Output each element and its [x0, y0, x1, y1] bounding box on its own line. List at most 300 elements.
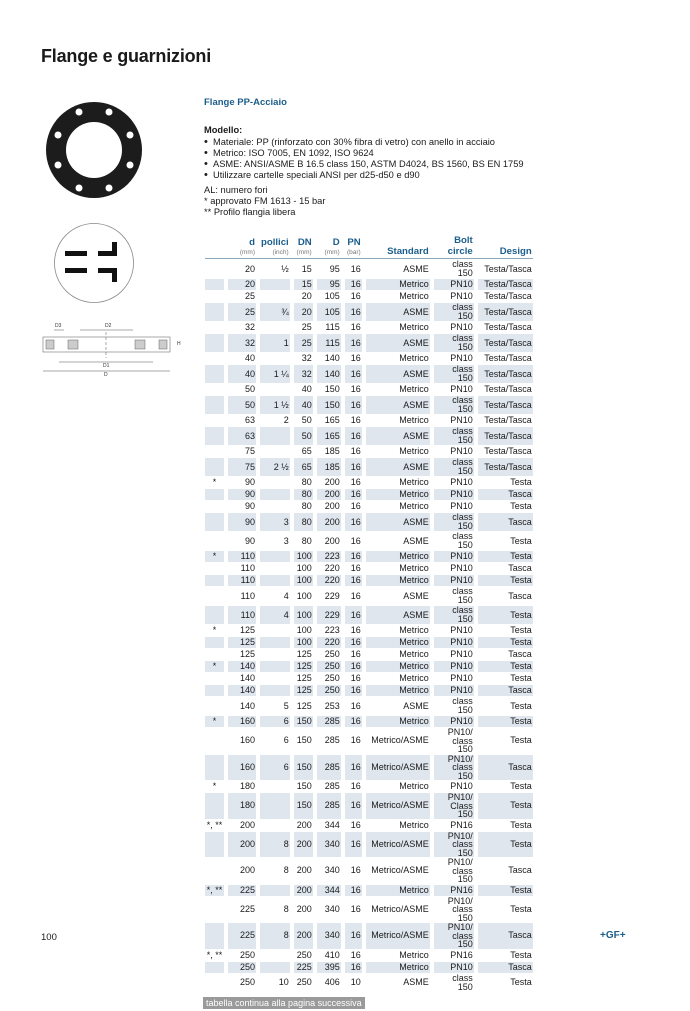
table-row: [205, 458, 533, 476]
cell-dn: 200: [294, 885, 313, 896]
table-row: [205, 820, 533, 831]
cell-pn: 16: [350, 291, 361, 301]
cell-dn: 125: [296, 700, 312, 711]
cell-dn: 80: [301, 477, 312, 487]
cell-outer-d: 229: [317, 606, 341, 624]
note-fm: * approvato FM 1613 - 15 bar: [204, 196, 326, 206]
cell-mark: [205, 279, 224, 290]
cell-pollici: [260, 322, 290, 333]
cell-outer-d: 250: [324, 649, 340, 659]
cell-bolt-circle: class 150: [452, 531, 473, 550]
cell-dn: 25: [301, 322, 312, 332]
cell-mark: [205, 858, 224, 884]
cell-pollici: 3: [283, 535, 289, 546]
cell-pn: 16: [350, 949, 361, 960]
table-row: [205, 897, 533, 923]
cell-outer-d: 95: [317, 279, 341, 290]
table-row: [205, 291, 533, 302]
page-title: Flange e guarnizioni: [41, 46, 212, 66]
cell-pn: 16: [350, 781, 361, 791]
cell-pn: 16: [345, 716, 362, 727]
cell-outer-d: 150: [324, 384, 340, 394]
cell-standard: Metrico: [399, 384, 429, 394]
cell-pollici: [260, 446, 290, 457]
cell-pollici: [260, 575, 290, 586]
cell-d: 20: [244, 263, 255, 274]
cell-dn: 200: [296, 903, 312, 914]
table-row: [205, 563, 533, 574]
table-row: [205, 489, 533, 500]
cell-standard: ASME: [366, 334, 430, 352]
table-row: [205, 858, 533, 884]
cell-standard: ASME: [366, 365, 430, 383]
cell-outer-d: 150: [317, 396, 341, 414]
cell-mark: [205, 365, 224, 383]
table-row: [205, 661, 533, 672]
table-row: [205, 606, 533, 624]
cell-pn: 16: [350, 501, 361, 511]
cell-standard: Metrico: [366, 962, 430, 973]
cell-outer-d: 165: [324, 415, 340, 425]
cell-dn: 40: [301, 384, 312, 394]
cell-design: Testa/Tasca: [484, 353, 532, 363]
cell-dn: 150: [296, 781, 312, 791]
cell-bolt-circle: PN10: [450, 384, 473, 394]
header-label: PN: [347, 237, 361, 248]
cell-bolt-circle: PN10: [450, 501, 473, 511]
cell-d: 63: [244, 415, 255, 425]
cell-bolt-circle: class 150: [434, 303, 474, 321]
flange-section-drawing: [40, 318, 190, 380]
cell-design: Testa: [510, 819, 532, 830]
cell-d: 250: [239, 977, 255, 987]
cell-pn: 16: [345, 513, 362, 531]
cell-pn: 16: [345, 551, 362, 562]
cell-pn: 16: [350, 819, 361, 830]
cell-pollici: 1: [260, 334, 290, 352]
cell-bolt-circle: PN10: [450, 322, 473, 332]
cell-standard: Metrico: [366, 661, 430, 672]
cell-standard: ASME: [366, 427, 430, 445]
cell-outer-d: 105: [324, 291, 340, 301]
table-row: [205, 781, 533, 792]
cell-standard: Metrico: [366, 551, 430, 562]
cell-pollici: [260, 649, 290, 660]
cell-outer-d: 250: [317, 661, 341, 672]
cell-mark: [205, 260, 224, 278]
cell-d: 140: [239, 673, 255, 683]
cell-pollici: [260, 353, 290, 364]
cell-outer-d: 285: [324, 735, 340, 746]
cell-mark: [205, 322, 224, 333]
table-row: [205, 923, 533, 949]
cell-bolt-circle: PN10/ class 150: [434, 832, 474, 858]
cell-design: Testa: [510, 625, 532, 635]
cell-standard: ASME: [366, 396, 430, 414]
cell-pn: 16: [350, 700, 361, 711]
cell-pollici: [260, 661, 290, 672]
cell-design: Tasca: [508, 563, 532, 573]
cell-mark: [205, 755, 224, 781]
cell-dn: 15: [294, 279, 313, 290]
cell-bolt-circle: PN10: [434, 962, 474, 973]
cell-outer-d: 250: [324, 673, 340, 683]
cell-dn: 80: [301, 535, 312, 546]
cell-design: Testa: [510, 700, 532, 711]
cell-dn: 40: [294, 396, 313, 414]
table-row: [205, 716, 533, 727]
table-row: [205, 697, 533, 715]
cell-standard: Metrico: [366, 489, 430, 500]
cell-pollici: 1 ½: [260, 396, 290, 414]
cell-standard: Metrico/ASME: [371, 903, 429, 914]
table-row: [205, 974, 533, 992]
cell-design: Testa: [510, 903, 532, 914]
cell-outer-d: 223: [324, 625, 340, 635]
cell-standard: Metrico: [399, 415, 429, 425]
cell-standard: Metrico: [399, 781, 429, 791]
cell-outer-d: 140: [324, 353, 340, 363]
cell-standard: Metrico: [399, 477, 429, 487]
cell-pn: 16: [345, 755, 362, 781]
cell-design: Testa: [478, 637, 533, 648]
cell-standard: Metrico: [399, 291, 429, 301]
table-row: [205, 673, 533, 684]
cell-d: 140: [228, 685, 256, 696]
cell-pollici: 5: [283, 700, 289, 711]
cell-outer-d: 395: [317, 962, 341, 973]
cell-pollici: [260, 637, 290, 648]
cell-pollici: [260, 950, 290, 961]
cell-standard: Metrico: [366, 575, 430, 586]
cell-design: Testa: [510, 535, 532, 546]
cell-dn: 100: [294, 551, 313, 562]
cell-d: 250: [239, 949, 255, 960]
table-row: [205, 793, 533, 819]
cell-dn: 100: [294, 606, 313, 624]
cell-outer-d: 95: [329, 263, 340, 274]
cell-pn: 16: [350, 384, 361, 394]
cell-d: 40: [244, 353, 255, 363]
table-row: [205, 353, 533, 364]
header-d: [228, 235, 256, 257]
cell-design: Testa: [478, 575, 533, 586]
cell-mark: *, **: [206, 884, 223, 895]
cell-outer-d: 285: [324, 781, 340, 791]
cell-d: 125: [239, 649, 255, 659]
cell-pn: 16: [345, 793, 362, 819]
header-standard: [366, 235, 430, 257]
header-unit: (mm): [239, 249, 255, 256]
page-number: 100: [41, 932, 57, 943]
cell-bolt-circle: PN10/ class 150: [447, 857, 473, 884]
cell-bolt-circle: PN10/ class 150: [447, 895, 473, 923]
cell-mark: *: [212, 625, 217, 635]
cell-pollici: [260, 685, 290, 696]
cell-d: 90: [228, 489, 256, 500]
model-bullets: [204, 137, 564, 181]
bullet-metric: • Metrico: ISO 7005, EN 1092, ISO 9624: [204, 148, 564, 159]
cell-pn: 16: [345, 685, 362, 696]
cell-pollici: [260, 551, 290, 562]
cell-dn: 100: [296, 563, 312, 573]
cell-outer-d: 410: [324, 949, 340, 960]
model-heading: Modello:: [204, 125, 243, 135]
cell-dn: 225: [294, 962, 313, 973]
table-row: [205, 950, 533, 961]
cell-bolt-circle: PN10: [434, 575, 474, 586]
cell-dn: 125: [294, 685, 313, 696]
cell-outer-d: 115: [325, 322, 340, 332]
cell-standard: Metrico/ASME: [366, 755, 430, 781]
cell-bolt-circle: class 150: [434, 427, 474, 445]
cell-mark: [205, 353, 224, 364]
cell-design: Tasca: [478, 755, 533, 781]
cell-outer-d: 223: [317, 551, 341, 562]
table-row: [205, 625, 533, 636]
cell-d: 140: [228, 661, 256, 672]
cell-mark: [205, 563, 224, 574]
cell-design: Testa: [510, 977, 532, 987]
cell-outer-d: 406: [324, 977, 340, 987]
cell-dn: 100: [296, 590, 312, 601]
cell-design: Testa/Tasca: [478, 279, 533, 290]
cell-dn: 80: [294, 489, 313, 500]
cell-outer-d: 220: [324, 563, 340, 573]
cell-dn: 125: [294, 661, 313, 672]
cell-dn: 150: [294, 716, 313, 727]
cell-d: 200: [228, 832, 256, 858]
cell-outer-d: 200: [317, 489, 341, 500]
cell-bolt-circle: PN10: [434, 551, 474, 562]
bullet-asme: • ASME: ANSI/ASME B 16.5 class 150, ASTM D4024, BS 1560, BS EN 1759: [204, 159, 564, 170]
cell-bolt-circle: PN10: [450, 781, 473, 791]
cell-pn: 16: [350, 625, 361, 635]
cell-pollici: [260, 563, 290, 574]
cell-bolt-circle: PN10: [450, 446, 473, 456]
cell-mark: *, **: [206, 819, 223, 830]
notes: [204, 185, 564, 218]
cell-d: 160: [228, 755, 256, 781]
cell-design: Tasca: [508, 865, 532, 876]
cell-d: 50: [244, 384, 255, 394]
cell-dn: 250: [296, 949, 312, 960]
cell-pn: 10: [350, 977, 361, 987]
cell-dn: 65: [294, 458, 313, 476]
cell-standard: ASME: [403, 977, 429, 987]
cell-design: Testa: [510, 477, 532, 487]
cell-mark: [205, 649, 224, 660]
cell-dn: 250: [296, 977, 312, 987]
cell-mark: *: [212, 781, 217, 791]
cell-d: 75: [228, 458, 256, 476]
cell-standard: Metrico: [366, 637, 430, 648]
model-description: [204, 125, 564, 218]
table-row: [205, 446, 533, 457]
cell-pn: 16: [345, 575, 362, 586]
cell-d: 110: [240, 590, 255, 601]
cell-pollici: 8: [283, 903, 289, 914]
cell-pollici: [260, 384, 290, 395]
header-label: Design: [499, 246, 532, 257]
cell-pollici: 8: [283, 865, 289, 876]
cell-design: Testa/Tasca: [484, 446, 532, 456]
cell-bolt-circle: PN10/ class 150: [434, 923, 474, 949]
cell-standard: Metrico: [366, 716, 430, 727]
cell-standard: Metrico: [399, 353, 429, 363]
cell-mark: [205, 923, 224, 949]
cell-pollici: [260, 793, 290, 819]
cell-dn: 150: [294, 793, 313, 819]
cell-pn: 16: [350, 903, 361, 914]
cell-standard: Metrico/ASME: [366, 832, 430, 858]
cell-pollici: [260, 673, 290, 684]
header-bolt-circle: [434, 235, 474, 257]
cell-pn: 16: [350, 263, 361, 274]
cell-pn: 16: [345, 427, 362, 445]
cell-standard: Metrico: [366, 885, 430, 896]
cell-standard: ASME: [403, 263, 429, 274]
cell-bolt-circle: class 150: [434, 513, 474, 531]
cell-bolt-circle: class 150: [452, 259, 473, 278]
cell-pollici: [260, 781, 290, 792]
cell-dn: 32: [294, 365, 313, 383]
cell-design: Tasca: [478, 923, 533, 949]
label-d2: D2: [105, 323, 112, 329]
cell-mark: [205, 606, 224, 624]
cell-design: Testa/Tasca: [478, 427, 533, 445]
cell-pn: 16: [350, 353, 361, 363]
cell-dn: 20: [294, 303, 313, 321]
cell-outer-d: 200: [324, 477, 340, 487]
cell-design: Testa/Tasca: [478, 365, 533, 383]
cell-bolt-circle: class 150: [434, 606, 474, 624]
cell-pn: 16: [345, 923, 362, 949]
cell-pollici: 8: [260, 832, 290, 858]
flange-photo: [44, 100, 144, 200]
header-label: DN: [297, 237, 312, 248]
cell-pn: 16: [350, 446, 361, 456]
cell-standard: ASME: [403, 535, 429, 546]
header-dn: [294, 235, 313, 257]
cell-d: 250: [228, 962, 256, 973]
cell-d: 25: [244, 291, 255, 301]
cell-bolt-circle: class 150: [434, 396, 474, 414]
table-row: [205, 649, 533, 660]
cell-dn: 150: [294, 755, 313, 781]
cell-standard: ASME: [366, 606, 430, 624]
cell-d: 225: [239, 903, 255, 914]
cell-pn: 16: [350, 649, 361, 659]
cell-mark: [205, 532, 224, 550]
cell-mark: [205, 575, 224, 586]
cell-mark: [205, 303, 224, 321]
table-row: [205, 477, 533, 488]
cell-pn: 16: [345, 637, 362, 648]
cell-pollici: 4: [283, 590, 289, 601]
cell-outer-d: 200: [324, 535, 340, 546]
cell-design: Testa/Tasca: [478, 334, 533, 352]
cell-design: Testa: [478, 793, 533, 819]
cell-outer-d: 105: [317, 303, 341, 321]
cell-d: 110: [228, 606, 256, 624]
cell-bolt-circle: PN10: [434, 685, 474, 696]
cell-mark: [205, 587, 224, 605]
cell-outer-d: 200: [317, 513, 341, 531]
cell-mark: [205, 832, 224, 858]
cell-dn: 200: [296, 865, 312, 876]
cell-mark: *: [205, 661, 224, 672]
cell-d: 225: [228, 885, 256, 896]
cell-mark: [205, 458, 224, 476]
cell-bolt-circle: class 150: [452, 972, 473, 992]
cell-pollici: 1 ¼: [260, 365, 290, 383]
cell-bolt-circle: class 150: [434, 334, 474, 352]
cell-standard: Metrico: [399, 819, 429, 830]
cell-bolt-circle: PN10: [450, 477, 473, 487]
header-design: [478, 235, 533, 257]
table-body: [205, 260, 533, 992]
cell-design: Testa/Tasca: [478, 396, 533, 414]
note-profile: ** Profilo flangia libera: [204, 207, 296, 217]
cell-bolt-circle: PN10: [434, 637, 474, 648]
cell-dn: 15: [301, 263, 312, 274]
cell-mark: [205, 637, 224, 648]
cell-bolt-circle: PN16: [434, 885, 474, 896]
cell-pn: 16: [345, 962, 362, 973]
header-label: pollici: [261, 237, 289, 248]
cell-bolt-circle: PN10/ class 150: [447, 727, 473, 754]
cell-design: Testa: [478, 832, 533, 858]
cell-design: Testa: [510, 949, 532, 960]
cell-d: 110: [228, 575, 256, 586]
cell-mark: *: [212, 477, 217, 487]
cell-design: Testa: [478, 551, 533, 562]
cell-outer-d: 140: [317, 365, 341, 383]
cell-d: 160: [239, 735, 255, 746]
cell-design: Testa: [478, 661, 533, 672]
cell-pn: 16: [345, 334, 362, 352]
cell-dn: 125: [296, 673, 312, 683]
section-title: Flange PP-Acciaio: [204, 97, 287, 108]
cell-d: 110: [240, 563, 255, 573]
cell-pn: 16: [350, 477, 361, 487]
cell-mark: [205, 697, 224, 715]
cell-d: 50: [228, 396, 256, 414]
cell-d: 225: [228, 923, 256, 949]
cell-mark: [205, 489, 224, 500]
cell-d: 125: [239, 625, 255, 635]
cell-bolt-circle: PN16: [450, 819, 473, 830]
cell-standard: Metrico/ASME: [371, 865, 429, 876]
cell-pn: 16: [350, 735, 361, 746]
cell-pollici: [260, 885, 290, 896]
table-row: [205, 587, 533, 605]
table-row: [205, 303, 533, 321]
table-row: [205, 637, 533, 648]
cell-design: Testa/Tasca: [484, 291, 532, 301]
cell-pollici: ½: [281, 263, 289, 274]
cell-design: Testa: [478, 885, 533, 896]
cell-design: Testa/Tasca: [484, 322, 532, 332]
cell-mark: [205, 793, 224, 819]
cell-bolt-circle: PN10: [450, 415, 473, 425]
cell-standard: ASME: [366, 458, 430, 476]
cell-standard: Metrico: [366, 685, 430, 696]
cell-standard: ASME: [366, 303, 430, 321]
cell-bolt-circle: class 150: [452, 696, 473, 715]
cell-pn: 16: [350, 535, 361, 546]
